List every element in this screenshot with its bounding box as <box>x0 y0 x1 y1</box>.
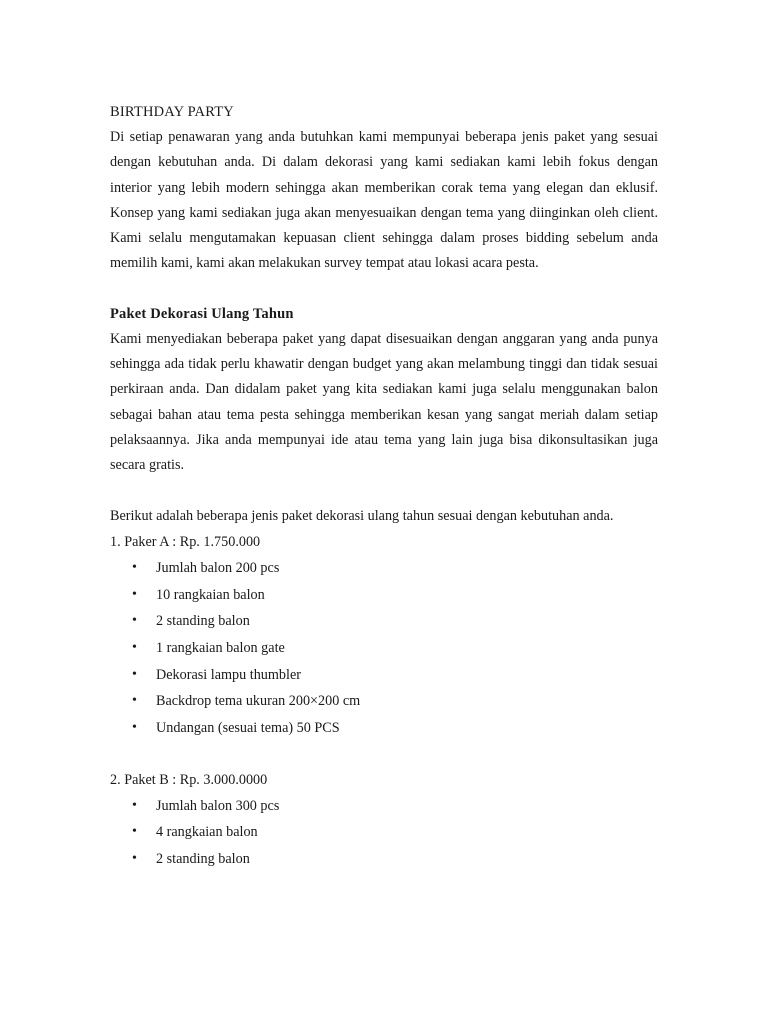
bullet-icon: • <box>132 613 137 629</box>
section-title: Paket Dekorasi Ulang Tahun <box>110 305 294 322</box>
list-item <box>132 793 658 820</box>
list-item-label: 2 standing balon <box>156 851 250 868</box>
list-item-label: Jumlah balon 200 pcs <box>156 559 280 576</box>
list-item-label: 1 rangkaian balon gate <box>156 639 285 656</box>
intro-paragraph: Di setiap penawaran yang anda butuhkan kami mempunyai beberapa jenis paket yang sesuai dengan kebutuhan anda. Di dalam dekorasi yang kami sediakan kami lebih fokus dengan interior yang lebih modern sehingga akan memberikan corak tema yang elegan dan eklusif. Konsep yang kami sediakan juga akan menyesuaikan dengan tema yang diinginkan oleh client. Kami selalu mengutamakan kepuasan client sehingga dalam proses bidding sebelum anda memilih kami, kami akan melakukan survey tempat atau lokasi acara pesta. <box>110 129 658 272</box>
package-a-items <box>110 555 658 742</box>
spacer <box>110 742 658 767</box>
bullet-icon: • <box>132 586 137 602</box>
package-b-title: 2. Paket B : Rp. 3.000.0000 <box>110 771 268 788</box>
bullet-icon: • <box>132 693 137 709</box>
list-item-label: 2 standing balon <box>156 613 250 630</box>
package-a <box>110 529 658 742</box>
bullet-icon: • <box>132 639 137 655</box>
document-content <box>110 100 658 873</box>
bullet-icon: • <box>132 666 137 682</box>
bullet-icon: • <box>132 851 137 867</box>
list-item <box>132 715 658 742</box>
list-item-label: Dekorasi lampu thumbler <box>156 666 301 683</box>
packages-intro-paragraph: Berikut adalah beberapa jenis paket dekorasi ulang tahun sesuai dengan kebutuhan anda. <box>110 507 614 524</box>
list-item-label: Backdrop tema ukuran 200×200 cm <box>156 693 361 710</box>
bullet-icon: • <box>132 824 137 840</box>
spacer <box>110 479 658 504</box>
list-item <box>132 635 658 662</box>
spacer <box>110 277 658 302</box>
list-item-label: Undangan (sesuai tema) 50 PCS <box>156 720 340 737</box>
list-item <box>132 688 658 715</box>
bullet-icon: • <box>132 720 137 736</box>
list-item-label: 4 rangkaian balon <box>156 824 258 841</box>
package-a-title: 1. Paker A : Rp. 1.750.000 <box>110 533 261 550</box>
list-item <box>132 846 658 873</box>
package-b-items <box>110 793 658 873</box>
section-paragraph: Kami menyediakan beberapa paket yang dapat disesuaikan dengan anggaran yang anda punya sehingga ada tidak perlu khawatir dengan budget yang akan melambung tinggi dan tidak sesuai perkiraan anda. Dan didalam paket yang kita sediakan kami juga selalu menggunakan balon sebagai bahan atau tema pesta sehingga memberikan kesan yang sangat meriah dalam setiap pelaksaannya. Jika anda mempunyai ide atau tema yang lain juga bisa dikonsultasikan juga secara gratis. <box>110 330 658 474</box>
bullet-icon: • <box>132 797 137 813</box>
list-item-label: 10 rangkaian balon <box>156 586 265 603</box>
list-item-label: Jumlah balon 300 pcs <box>156 797 280 814</box>
list-item <box>132 662 658 689</box>
package-b <box>110 767 658 873</box>
list-item <box>132 555 658 582</box>
list-item <box>132 608 658 635</box>
list-item <box>132 819 658 846</box>
document-title: BIRTHDAY PARTY <box>110 104 234 120</box>
list-item <box>132 582 658 609</box>
bullet-icon: • <box>132 559 137 575</box>
